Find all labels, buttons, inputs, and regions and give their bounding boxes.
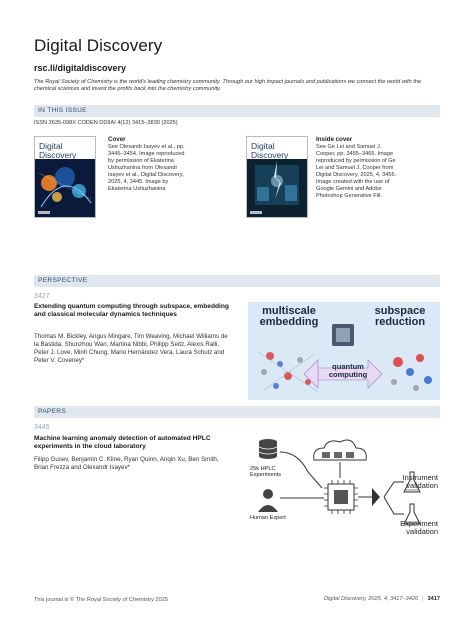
perspective-page-number[interactable]: 3427 bbox=[34, 293, 50, 300]
figure-label-quantum-computing: quantum computing bbox=[328, 362, 368, 379]
figure-label-instrument-validation-text: Instrument validation bbox=[402, 473, 438, 490]
section-perspective: PERSPECTIVE bbox=[34, 275, 440, 287]
paper-page-number[interactable]: 3445 bbox=[34, 424, 50, 431]
section-papers: PAPERS bbox=[34, 406, 440, 418]
inside-cover-title: Digital Discovery bbox=[251, 141, 289, 160]
cover-label: Cover bbox=[108, 136, 126, 143]
mission-statement: The Royal Society of Chemistry is the world's leading chemistry community. Through our high impact journals and publications we connect the world with the chemical sciences and invest the profits back into the chemistry community. bbox=[34, 79, 422, 93]
perspective-figure bbox=[248, 302, 440, 400]
issn-line: ISSN 2635-098X CODEN DDIIAI 4(12) 3415–3830 (2025) bbox=[34, 120, 178, 126]
footer-separator: | bbox=[422, 596, 424, 602]
footer-copyright: This journal is © The Royal Society of Chemistry 2025 bbox=[34, 597, 168, 603]
footer-citation bbox=[324, 596, 440, 602]
inside-cover-image bbox=[246, 136, 308, 218]
paper-figure bbox=[248, 432, 440, 544]
inside-cover-label: Inside cover bbox=[316, 136, 353, 143]
perspective-title[interactable]: Extending quantum computing through subspace, embedding and classical molecular dynamics techniques bbox=[34, 303, 229, 319]
figure-label-human-expert: Human Expert bbox=[250, 515, 286, 521]
figure-label-multiscale-embedding: multiscale embedding bbox=[259, 305, 319, 328]
perspective-authors: Thomas M. Bickley, Angus Mingare, Tim Weaving, Michael Williams de la Bastida, Shunzhou Wan, Martina Nibbi, Philipp Seitz, Alexis Ralli, Peter J. Love, Minh Chung, Mario Hernández Vera, Laura Schulz and Peter V. Coveney* bbox=[34, 333, 228, 364]
cover-image bbox=[34, 136, 96, 218]
figure-label-hplc-experiments: 25k HPLC Experiments bbox=[250, 466, 282, 479]
chip-icon bbox=[324, 480, 358, 514]
journal-title: Digital Discovery bbox=[34, 36, 163, 55]
journal-url[interactable]: rsc.li/digitaldiscovery bbox=[34, 63, 127, 73]
cover-title: Digital Discovery bbox=[39, 141, 77, 160]
figure-label-subspace-reduction: subspace reduction bbox=[374, 305, 426, 328]
paper-authors: Filipp Gusev, Benjamin C. Kline, Ryan Quinn, Anqin Xu, Ben Smith, Brian Frezza and Olexandr Isayev* bbox=[34, 456, 219, 471]
footer-page-number: 3417 bbox=[427, 596, 440, 602]
inside-cover-description: See Ge Lei and Samuel J. Cooper, pp. 3455–3465. Image reproduced by permission of Ge Lei and Samuel J. Cooper from Digital Discovery, 2025, 4, 3455. Image created with the use of Google Gemini and Adobe Photoshop Generative Fill. bbox=[316, 144, 397, 199]
section-in-this-issue: IN THIS ISSUE bbox=[34, 105, 440, 117]
paper-title[interactable]: Machine learning anomaly detection of automated HPLC experiments in the cloud laboratory bbox=[34, 435, 211, 451]
cover-description: See Olexandr Isayev et al., pp. 3445–3454. Image reproduced by permission of Ekaterina Ustiuzhanina from Olexandr Isayev et al., Digital Discovery, 2025, 4, 3445. Image by Ekaterina Ustiuzhanina bbox=[108, 144, 185, 192]
database-icon bbox=[259, 439, 277, 459]
figure-label-experiment-validation: Experiment validation bbox=[400, 519, 438, 536]
footer-citation-text: Digital Discovery, 2025, 4, 3417–3426 bbox=[323, 596, 419, 602]
